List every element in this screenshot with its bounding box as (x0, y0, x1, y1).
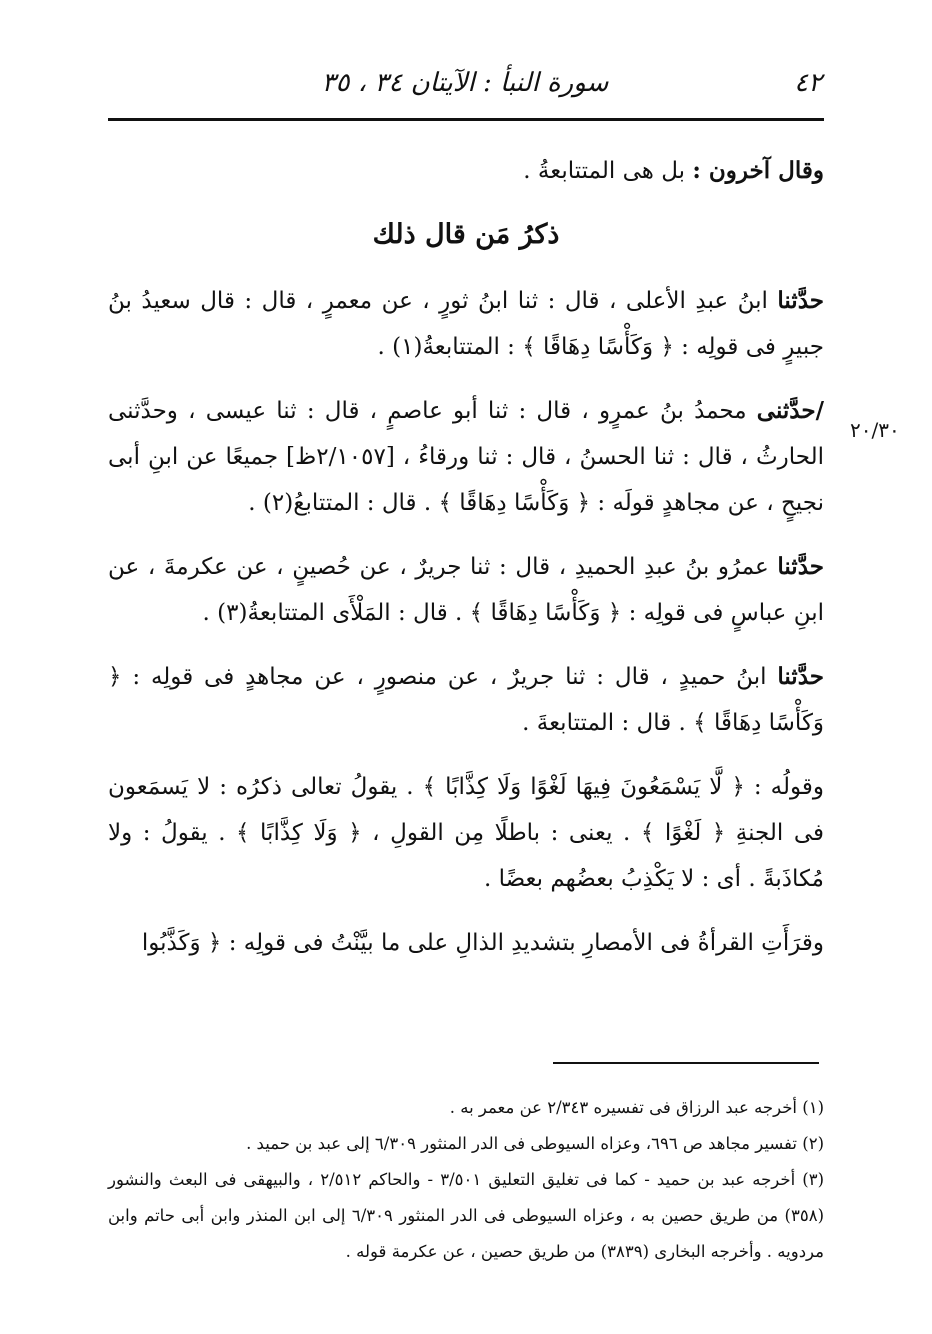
paragraph-lead: حدَّثنا (777, 663, 824, 690)
paragraph (108, 920, 824, 966)
footnote: (٣) أخرجه عبد بن حميد - كما فى تغليق التعليق ٣/٥٠١ - والحاكم ٢/٥١٢ ، والبيهقى فى البعث والنشور (٣٥٨) من طريق حصين به ، وعزاه السيوطى فى الدر المنثور ٦/٣٠٩ إلى ابن المنذر وابن أبى حاتم وابن مردويه . وأخرجه البخارى (٣٨٣٩) من طريق حصين ، عن عكرمة قوله . (108, 1170, 825, 1261)
margin-note: ٢٠/٣٠ (850, 418, 900, 442)
paragraph (108, 764, 824, 902)
paragraph-lead: /حدَّثنى (756, 397, 824, 424)
paragraph-text: محمدُ بنُ عمرٍو ، قال : ثنا أبو عاصمٍ ، قال : ثنا عيسى ، وحدَّثنى الحارثُ ، قال : ثنا الحسنُ ، قال : ثنا ورقاءُ ، [٢/١٠٥٧ظ] جميعًا عن ابنِ أبى نجيحٍ ، عن مجاهدٍ قولَه : ﴿ وَكَأْسًا دِهَاقًا ﴾ . قال : المتتابعُ(٢) . (108, 398, 824, 516)
paragraph-text: ابنُ حميدٍ ، قال : ثنا جريرٌ ، عن منصورٍ ، عن مجاهدٍ فى قولِه : ﴿ وَكَأْسًا دِهَاقًا ﴾ . قال : المتتابعةَ . (108, 664, 824, 736)
footnote: (١) أخرجه عبد الرزاق فى تفسيره ٢/٣٤٣ عن معمر به . (449, 1098, 824, 1117)
main-text (108, 148, 824, 984)
paragraph-text: بل هى المتتابعةُ . (523, 158, 693, 184)
intro-paragraph (108, 148, 824, 194)
header-rule (108, 118, 824, 121)
page-number: ٤٢ (794, 68, 822, 98)
paragraph (108, 388, 824, 526)
paragraph-text: ابنُ عبدِ الأعلى ، قال : ثنا ابنُ ثورٍ ، عن معمرٍ ، قال : قال سعيدُ بنُ جبيرٍ فى قولِه : ﴿ وَكَأْسًا دِهَاقًا ﴾ : المتتابعةُ(١) . (108, 288, 824, 360)
paragraph-text: وقولُه : ﴿ لَّا يَسْمَعُونَ فِيهَا لَغْوًا وَلَا كِذَّابًا ﴾ . يقولُ تعالى ذكرُه : لا يَسمَعون فى الجنةِ ﴿ لَغْوًا ﴾ . يعنى : باطلًا مِن القولِ ، ﴿ وَلَا كِذَّابًا ﴾ . يقولُ : ولا مُكاذَبةً . أى : لا يَكْذِبُ بعضُهم بعضًا . (108, 774, 824, 892)
footnotes (108, 1090, 824, 1270)
paragraph-text: وقرَأَتِ القرأةُ فى الأمصارِ بتشديدِ الذالِ على ما بيَّنْتُ فى قولِه : ﴿ وَكَذَّبُوا (141, 930, 824, 956)
paragraph (108, 278, 824, 370)
paragraph-lead: وقال آخرون : (692, 157, 824, 184)
running-title: سورة النبأ : الآيتان ٣٤ ، ٣٥ (321, 68, 609, 98)
paragraph (108, 544, 824, 636)
paragraph-lead: حدَّثنا (777, 287, 824, 314)
page-header (108, 58, 822, 110)
footnote-rule (553, 1062, 819, 1064)
paragraph-text: عمرُو بنُ عبدِ الحميدِ ، قال : ثنا جريرٌ ، عن حُصينٍ ، عن عكرمةَ ، عن ابنِ عباسٍ فى قولِه : ﴿ وَكَأْسًا دِهَاقًا ﴾ . قال : المَلْأَى المتتابعةُ(٣) . (108, 554, 824, 626)
paragraph-lead: حدَّثنا (777, 553, 824, 580)
paragraph (108, 654, 824, 746)
section-heading: ذكرُ مَن قال ذلك (372, 219, 560, 250)
footnote: (٢) تفسير مجاهد ص ٦٩٦، وعزاه السيوطى فى الدر المنثور ٦/٣٠٩ إلى عبد بن حميد . (246, 1134, 824, 1153)
